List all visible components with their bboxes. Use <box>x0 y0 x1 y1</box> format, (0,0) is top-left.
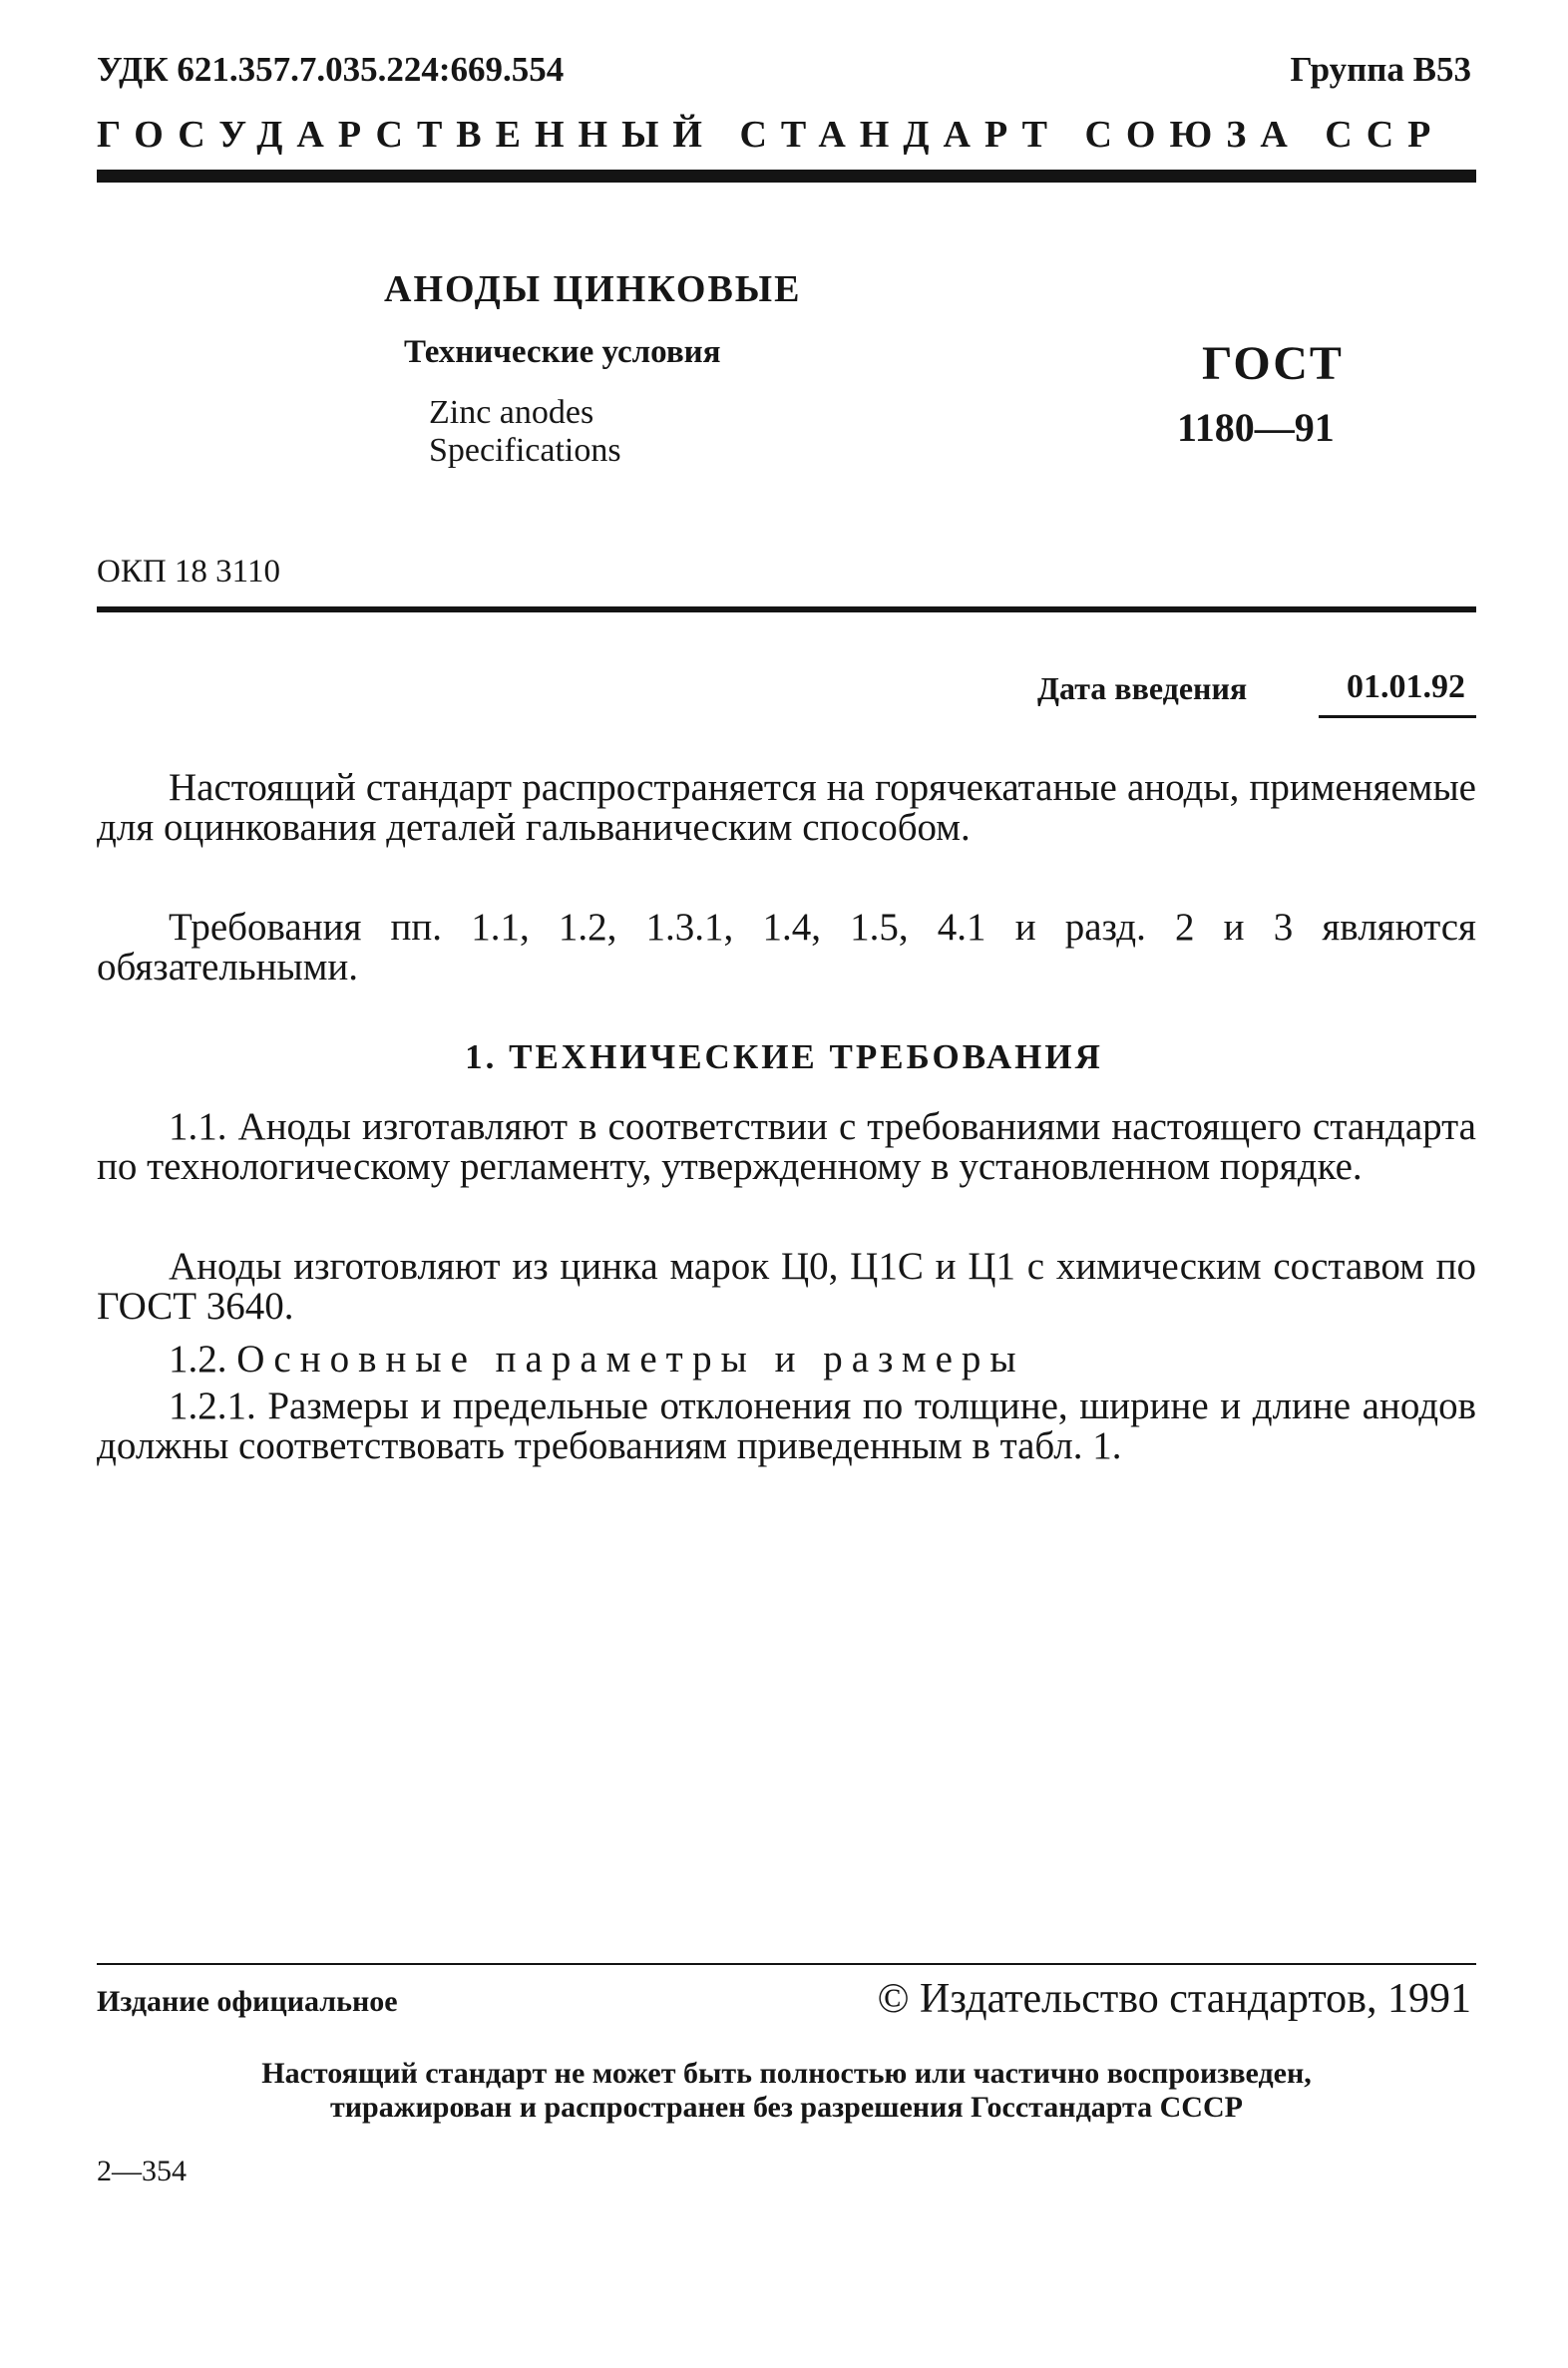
introduction-date-label: Дата введения <box>1037 670 1248 706</box>
copyright-text: Издательство стандартов, 1991 <box>920 1976 1471 2022</box>
state-standard-heading: ГОСУДАРСТВЕННЫЙ СТАНДАРТ СОЮЗА ССР <box>97 114 1445 156</box>
okp-rule <box>97 606 1476 612</box>
clause-1-2-number: 1.2. <box>169 1338 227 1381</box>
clause-1-2 <box>97 1340 1476 1380</box>
official-edition-label: Издание официальное <box>97 1985 398 2018</box>
date-underline <box>1319 715 1476 718</box>
section-heading: 1. ТЕХНИЧЕСКИЕ ТРЕБОВАНИЯ <box>465 1037 1103 1076</box>
print-code: 2—354 <box>97 2155 187 2187</box>
clause-1-1-materials: Аноды изготовляют из цинка марок Ц0, Ц1С и Ц1 с химическим составом по ГОСТ 3640. <box>97 1245 1476 1328</box>
introduction-date-value: 01.01.92 <box>1347 668 1465 705</box>
document-subtitle: Технические условия <box>404 334 721 370</box>
okp-code: ОКП 18 3110 <box>97 554 280 590</box>
english-title-block <box>429 394 621 470</box>
clause-1-1: 1.1. Аноды изготавляют в соответствии с требованиями настоящего стандарта по технологическому регламенту, утвержденному в установленном порядке. <box>97 1105 1476 1188</box>
reproduction-notice-line-1: Настоящий стандарт не может быть полностью или частично воспроизведен, <box>261 2057 1312 2090</box>
english-subtitle: Specifications <box>429 432 621 469</box>
intro-paragraph: Настоящий стандарт распространяется на горячекатаные аноды, применяемые для оцинкования деталей гальваническим способом. <box>97 766 1476 849</box>
copyright-icon: © <box>877 1976 910 2022</box>
udk-code: УДК 621.357.7.035.224:669.554 <box>97 50 565 89</box>
header-rule <box>97 170 1476 183</box>
requirements-paragraph: Требования пп. 1.1, 1.2, 1.3.1, 1.4, 1.5, 4.1 и разд. 2 и 3 являются обязательными. <box>97 906 1476 988</box>
gost-label: ГОСТ <box>1202 337 1344 390</box>
english-title: Zinc anodes <box>429 394 594 431</box>
copyright-line <box>878 1975 1471 2023</box>
clause-1-2-1: 1.2.1. Размеры и предельные отклонения по толщине, ширине и длине анодов должны соответствовать требованиям приведенным в табл. 1. <box>97 1384 1476 1467</box>
group-code: Группа В53 <box>1290 50 1471 89</box>
document-title: АНОДЫ ЦИНКОВЫЕ <box>384 268 802 310</box>
clause-1-2-title: Основные параметры и размеры <box>236 1338 1025 1381</box>
footer-rule <box>97 1963 1476 1965</box>
reproduction-notice <box>97 2057 1476 2125</box>
gost-number: 1180—91 <box>1177 405 1335 450</box>
reproduction-notice-line-2: тиражирован и распространен без разрешения Госстандарта СССР <box>330 2091 1243 2124</box>
